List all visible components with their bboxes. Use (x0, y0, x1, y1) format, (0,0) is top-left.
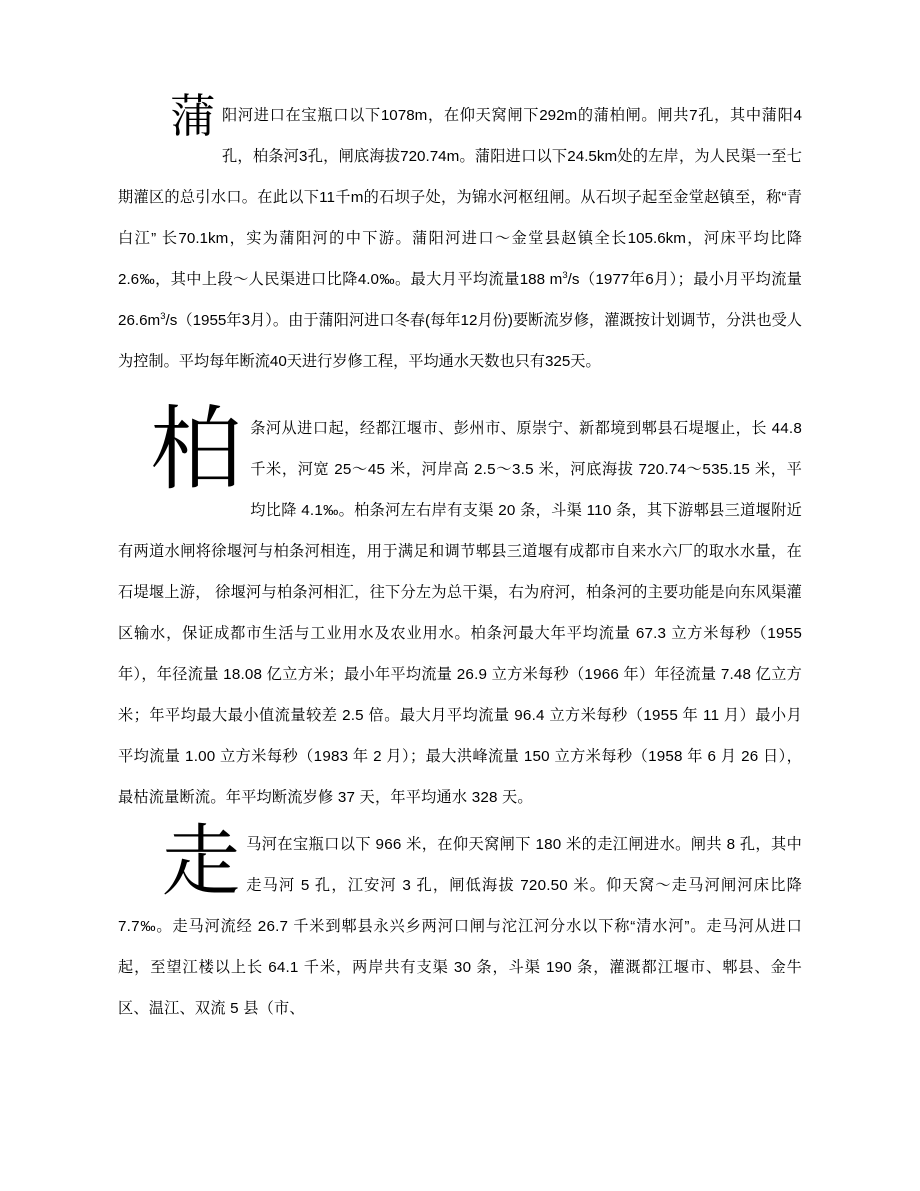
paragraph-2-text: 条河从进口起，经都江堰市、彭州市、原崇宁、新都境到郫县石堤堰止，长 44.8 千米，河宽 25～45 米，河岸高 2.5～3.5 米，河底海拔 720.74～535.15 米，平均比降 4.1‰。柏条河左右岸有支渠 20 条，斗渠 110 条，其下游郫县三道堰附近有两道水闸将徐堰河与柏条河相连，用于满足和调节郫县三道堰有成都市自来水六厂的取水水量，在石堤堰上游， 徐堰河与柏条河相汇，往下分左为总干渠，右为府河，柏条河的主要功能是向东风渠灌区输水，保证成都市生活与工业用水及农业用水。柏条河最大年平均流量 67.3 立方米每秒（1955 年），年径流量 18.08 亿立方米；最小年平均流量 26.9 立方米每秒（1966 年）年径流量 7.48 亿立方米；年平均最大最小值流量较差 2.5 倍。最大月平均流量 96.4 立方米每秒（1955 年 11 月）最小月平均流量 1.00 立方米每秒（1983 年 2 月）；最大洪峰流量 150 立方米每秒（1958 年 6 月 26 日），最枯流量断流。年平均断流岁修 37 天，年平均通水 328 天。 (118, 420, 802, 806)
paragraph-puyang-river (118, 91, 802, 382)
paragraph-1-text-part-3: /s（1955年3月）。由于蒲阳河进口冬春(每年12月份)要断流岁修，灌溉按计划调节，分洪也受人为控制。平均每年断流40天进行岁修工程，平均通水天数也只有325天。 (118, 312, 802, 370)
paragraph-1-text-part-1: 阳河进口在宝瓶口以下1078m，在仰天窝闸下292m的蒲柏闸。闸共7孔，其中蒲阳4孔，柏条河3孔，闸底海拔720.74m。蒲阳进口以下24.5km处的左岸，为人民渠一至七期灌区的总引水口。在此以下11千m的石坝子处，为锦水河枢纽闸。从石坝子起至金堂赵镇至，称“青白江” 长70.1km，实为蒲阳河的中下游。蒲阳河进口～金堂县赵镇全长105.6km，河床平均比降2.6‰，其中上段～人民渠进口比降4.0‰。最大月平均流量188 m (118, 107, 802, 288)
paragraph-3-text: 马河在宝瓶口以下 966 米，在仰天窝闸下 180 米的走江闸进水。闸共 8 孔，其中走马河 5 孔，江安河 3 孔，闸低海拔 720.50 米。仰天窝～走马河闸河床比降 7.7‰。走马河流经 26.7 千米到郫县永兴乡两河口闸与沱江河分水以下称“清水河”。走马河从进口起，至望江楼以上长 64.1 千米，两岸共有支渠 30 条，斗渠 190 条，灌溉都江堰市、郫县、金牛区、温江、双流 5 县（市、 (118, 836, 802, 1017)
paragraph-1-superscript-1: 3 (562, 269, 568, 281)
dropcap-zou: 走 (162, 818, 241, 905)
paragraph-zouma-river (118, 818, 802, 1029)
dropcap-bai: 柏 (150, 399, 243, 501)
paragraph-baitiao-river (118, 399, 802, 818)
dropcap-pu: 蒲 (170, 91, 216, 142)
paragraph-1-superscript-2: 3 (160, 310, 166, 322)
paragraph-1-text-part-2: /s（1977年6月）；最小月平均流量26.6m (118, 271, 802, 329)
